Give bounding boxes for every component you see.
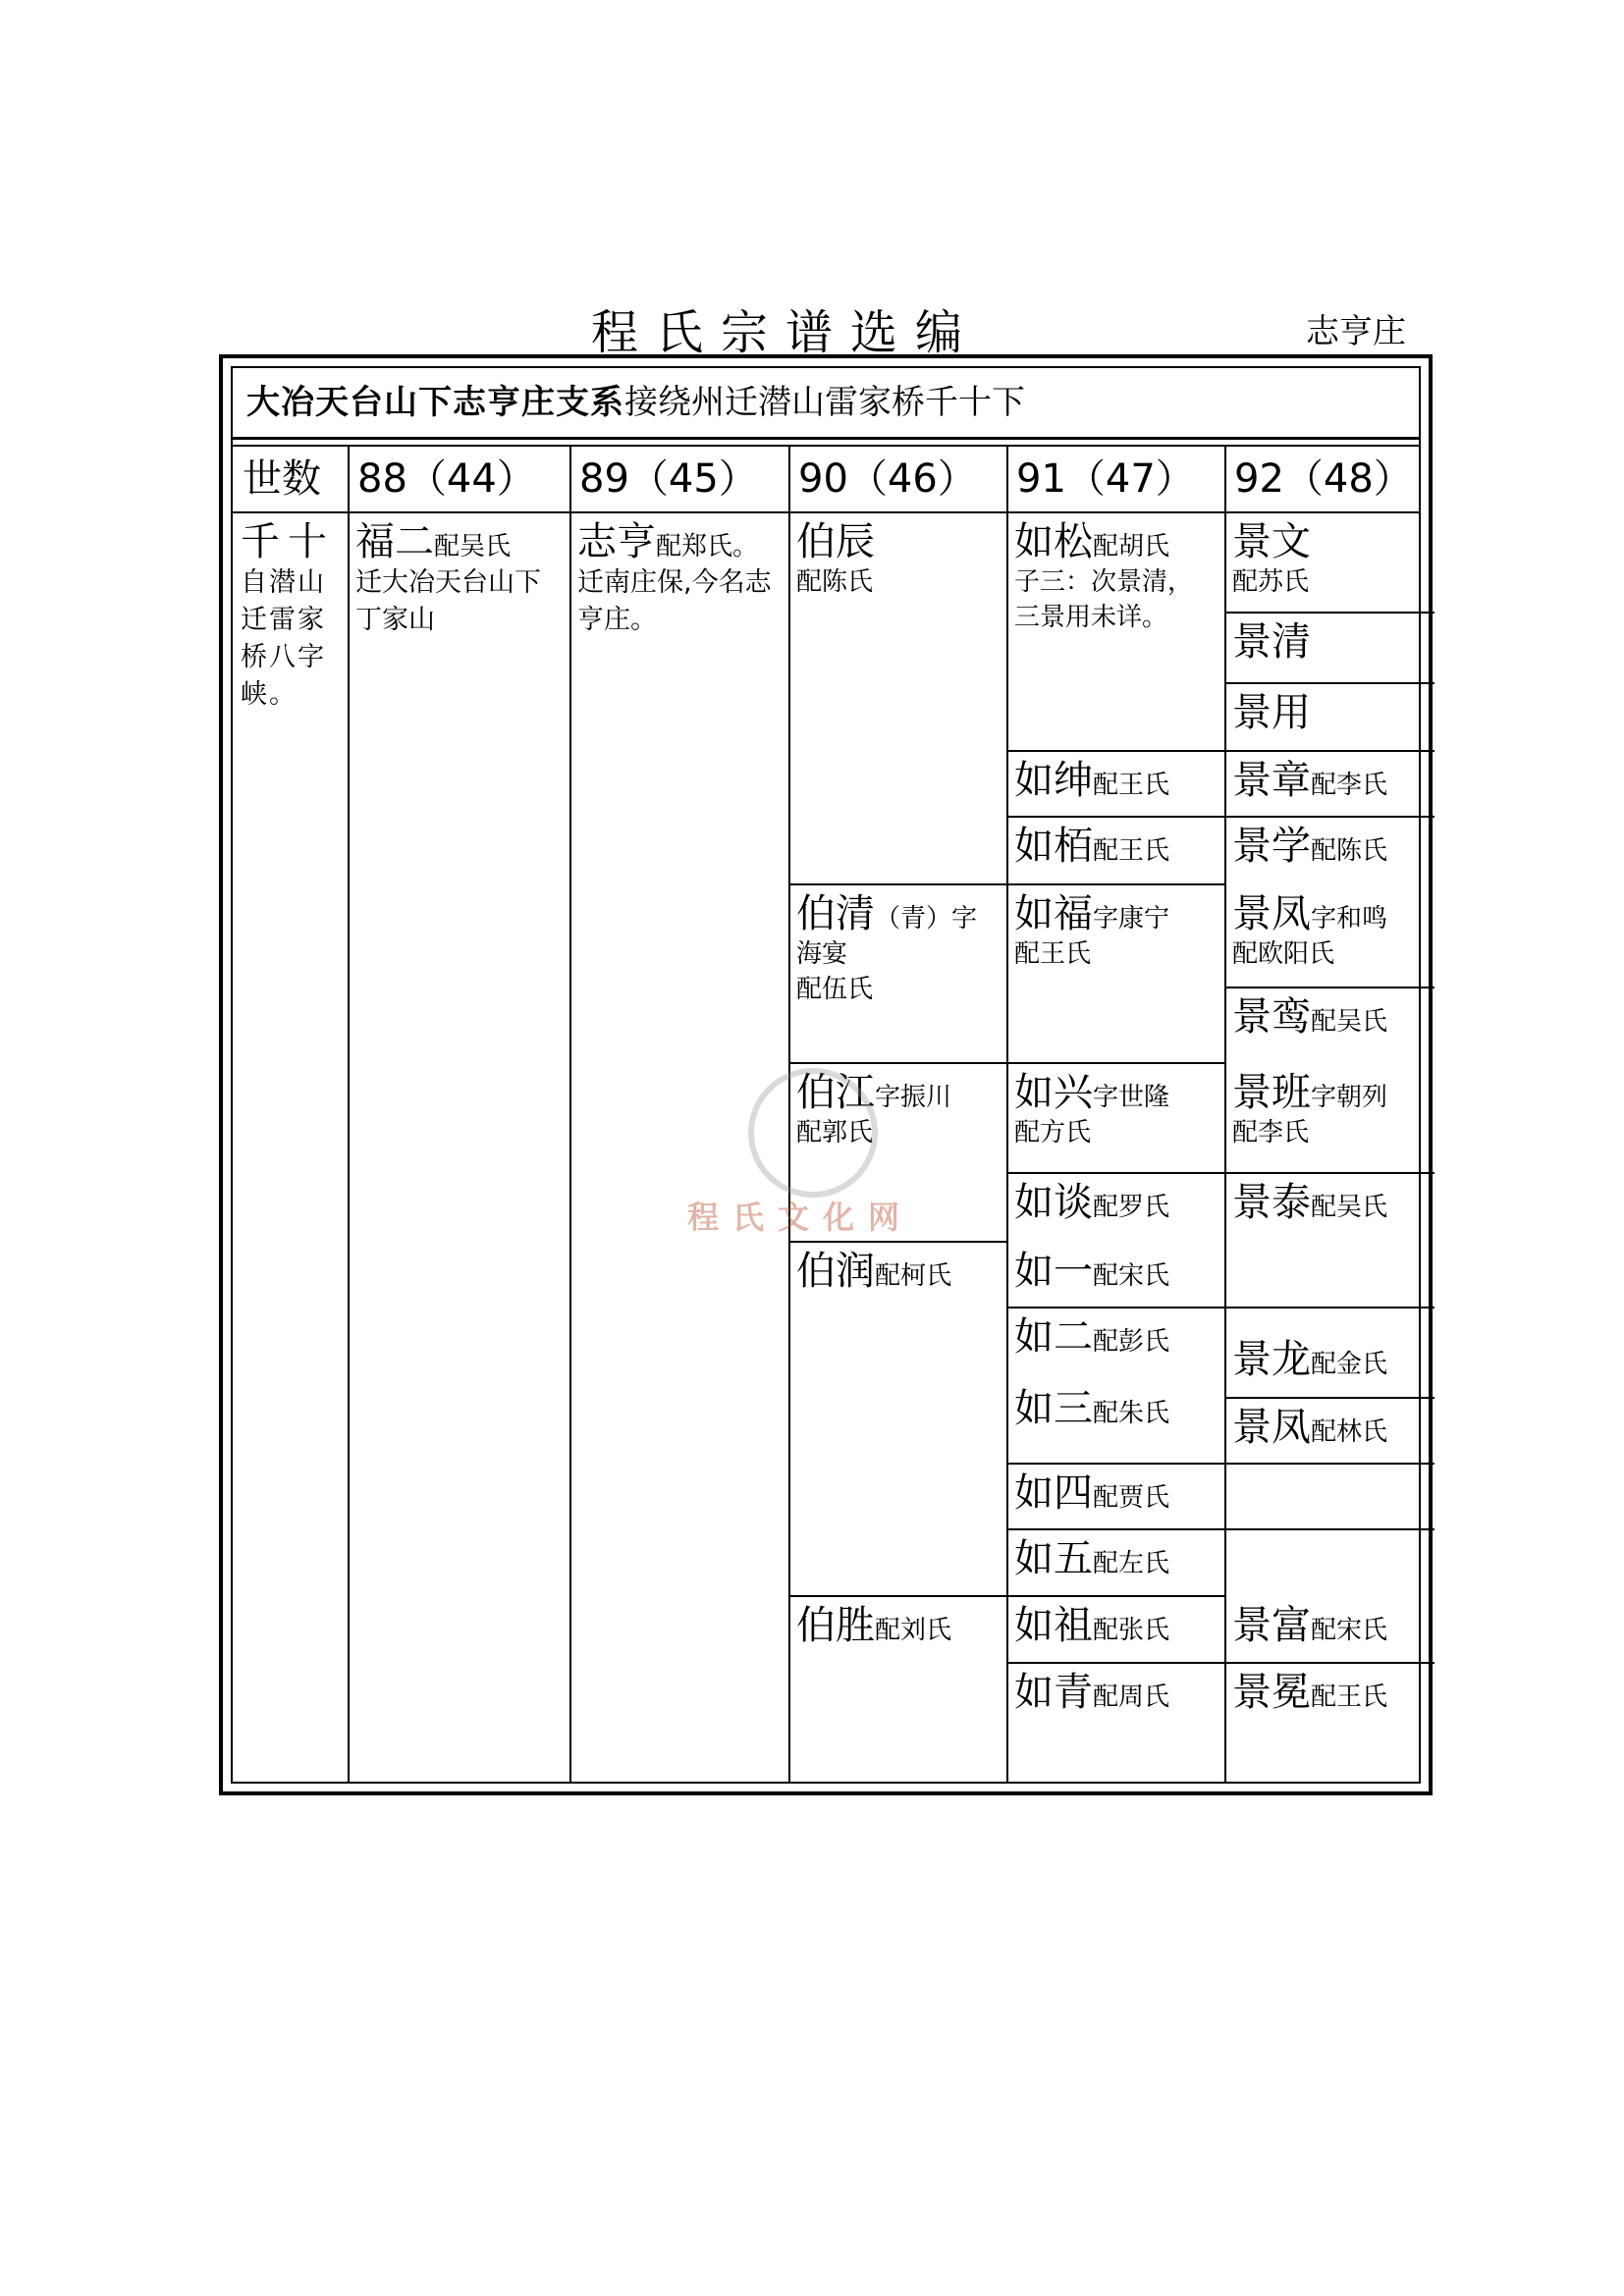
gen92-name: 景泰: [1232, 1180, 1311, 1225]
gen90-extra: 配刘氏: [875, 1616, 952, 1645]
gen91-note: 配方氏: [1014, 1118, 1092, 1148]
gen91-name: 如祖: [1014, 1603, 1093, 1648]
gen91-extra: 配贾氏: [1093, 1483, 1170, 1513]
gen91-note2: 三景用未详。: [1014, 603, 1168, 632]
branch-name: 大冶天台山下志亨庄支系: [246, 383, 624, 422]
gen91-entry: [1006, 1245, 1224, 1298]
gen91-entry: [1006, 515, 1224, 639]
gen91-name: 如四: [1014, 1470, 1093, 1516]
branch-title-row: [233, 368, 1419, 440]
gen91-entry: [1006, 1310, 1224, 1363]
gen92-entry: [1224, 887, 1435, 976]
gen92-extra: 字和鸣: [1311, 904, 1388, 934]
gen91-extra: 配周氏: [1093, 1682, 1170, 1712]
gen89-note: 迁南庄保,今名志亨庄。: [577, 567, 772, 635]
gen92-extra: 配吴氏: [1311, 1193, 1388, 1222]
gen92-name: 景富: [1232, 1603, 1311, 1648]
gen91-name: 如绅: [1014, 758, 1093, 803]
gen90-extra: 字振川: [875, 1083, 952, 1112]
gen91-extra: 配王氏: [1093, 836, 1170, 866]
gen91-entry: [1006, 1467, 1224, 1520]
gen91-entry: [1006, 1532, 1224, 1585]
gen87-note: 自潜山迁雷家桥八字峡。: [241, 567, 326, 710]
watermark-text: 程氏文化网: [687, 1199, 914, 1236]
column-header-92: 92（48）: [1234, 456, 1413, 502]
gen92-extra: 配吴氏: [1311, 1007, 1388, 1037]
gen92-name: 景龙: [1232, 1337, 1311, 1382]
watermark-seal-icon: [748, 1068, 878, 1198]
gen90-name: 伯润: [796, 1249, 875, 1294]
gen90-entry: [788, 515, 1006, 604]
gen88-cell: [348, 515, 569, 643]
gen91-entry: [1006, 820, 1224, 873]
gen92-name: 景章: [1232, 758, 1311, 803]
gen91-note: 子三：次景清，: [1014, 567, 1194, 597]
gen92-entry: [1224, 820, 1435, 873]
column-header-89: 89（45）: [579, 456, 758, 502]
gen89-name: 志亨: [577, 519, 656, 564]
gen91-name: 如松: [1014, 519, 1093, 564]
gen92-name: 景学: [1232, 824, 1311, 869]
gen92-name: 景凤: [1232, 1405, 1311, 1450]
gen91-entry: [1006, 1066, 1224, 1154]
gen89-spouse: 配郑氏。: [656, 532, 759, 561]
gen92-entry: [1224, 1333, 1435, 1386]
gen91-entry: [1006, 1599, 1224, 1652]
gen91-entry: [1006, 887, 1224, 976]
gen91-extra: 配左氏: [1093, 1549, 1170, 1578]
gen91-name: 如青: [1014, 1670, 1093, 1715]
gen92-extra: 配陈氏: [1311, 836, 1388, 866]
page-title: 程氏宗谱选编: [590, 305, 980, 360]
branch-place-label: 志亨庄: [1306, 312, 1406, 351]
gen91-name: 如五: [1014, 1536, 1093, 1581]
gen92-entry: [1224, 1176, 1435, 1229]
gen90-name: 伯江: [796, 1070, 875, 1115]
gen92-note: 配苏氏: [1232, 567, 1310, 597]
gen91-extra: 配朱氏: [1093, 1399, 1170, 1428]
gen90-extra: （青）字: [875, 904, 978, 934]
gen92-extra: 配林氏: [1311, 1417, 1388, 1447]
gen90-entry: [788, 1599, 1006, 1652]
gen90-entry: [788, 887, 1006, 1011]
gen90-note: 配郭氏: [796, 1118, 874, 1148]
column-header-91: 91（47）: [1016, 456, 1195, 502]
gen87-cell: [233, 515, 348, 718]
gen91-extra: 配张氏: [1093, 1616, 1170, 1645]
gen92-name: 景鸾: [1232, 994, 1311, 1040]
gen91-name: 如三: [1014, 1386, 1093, 1431]
gen90-note: 海宴: [796, 939, 848, 969]
gen91-extra: 配罗氏: [1093, 1193, 1170, 1222]
gen91-extra: 字世隆: [1093, 1083, 1170, 1112]
gen91-entry: [1006, 754, 1224, 807]
gen90-name: 伯胜: [796, 1603, 875, 1648]
gen90-name: 伯清: [796, 891, 875, 936]
column-header-88: 88（44）: [357, 456, 536, 502]
gen91-entry: [1006, 1382, 1224, 1435]
gen90-name: 伯辰: [796, 519, 875, 564]
column-header-90: 90（46）: [798, 456, 977, 502]
gen90-note2: 配伍氏: [796, 975, 874, 1004]
gen90-note: 配陈氏: [796, 567, 874, 597]
gen92-name: 景凤: [1232, 891, 1311, 936]
gen92-entry: [1224, 515, 1435, 604]
gen91-entry: [1006, 1176, 1224, 1229]
gen92-extra: 配宋氏: [1311, 1616, 1388, 1645]
gen92-note: 配李氏: [1232, 1118, 1310, 1148]
gen91-note: 配王氏: [1014, 939, 1092, 969]
gen92-name: 景冕: [1232, 1670, 1311, 1715]
gen87-name: 千十: [241, 519, 335, 564]
gen92-extra: 配李氏: [1311, 771, 1388, 800]
gen91-name: 如兴: [1014, 1070, 1093, 1115]
gen92-extra: 配金氏: [1311, 1350, 1388, 1379]
gen88-note: 迁大冶天台山下丁家山: [355, 567, 541, 635]
gen92-entry: [1224, 1666, 1435, 1719]
gen90-entry: [788, 1245, 1006, 1298]
branch-note: 接绕州迁潜山雷家桥千十下: [624, 383, 1025, 422]
gen91-extra: 配彭氏: [1093, 1327, 1170, 1357]
gen89-cell: [569, 515, 788, 643]
gen92-name: 景清: [1232, 619, 1311, 665]
gen91-entry: [1006, 1666, 1224, 1719]
gen91-name: 如一: [1014, 1249, 1093, 1294]
gen91-extra: 配胡氏: [1093, 532, 1170, 561]
gen92-note: 配欧阳氏: [1232, 939, 1335, 969]
gen92-name: 景班: [1232, 1070, 1311, 1115]
gen88-name: 福二: [355, 519, 434, 564]
gen92-extra: 配王氏: [1311, 1682, 1388, 1712]
gen92-entry: [1224, 990, 1435, 1043]
gen91-name: 如二: [1014, 1314, 1093, 1360]
gen92-entry: [1224, 1066, 1435, 1154]
gen92-entry: [1224, 1599, 1435, 1652]
gen88-spouse: 配吴氏: [434, 532, 512, 561]
gen92-name: 景文: [1232, 519, 1311, 564]
gen90-extra: 配柯氏: [875, 1261, 952, 1291]
column-header-generation: 世数: [243, 456, 321, 502]
gen92-entry: [1224, 615, 1435, 668]
gen91-extra: 配宋氏: [1093, 1261, 1170, 1291]
gen91-extra: 字康宁: [1093, 904, 1170, 934]
gen91-name: 如谈: [1014, 1180, 1093, 1225]
gen91-extra: 配王氏: [1093, 771, 1170, 800]
gen92-entry: [1224, 1401, 1435, 1454]
gen92-extra: 字朝列: [1311, 1083, 1388, 1112]
gen91-name: 如福: [1014, 891, 1093, 936]
gen92-entry: [1224, 754, 1435, 807]
gen91-name: 如栢: [1014, 824, 1093, 869]
gen92-name: 景用: [1232, 690, 1311, 735]
gen92-entry: [1224, 686, 1435, 739]
